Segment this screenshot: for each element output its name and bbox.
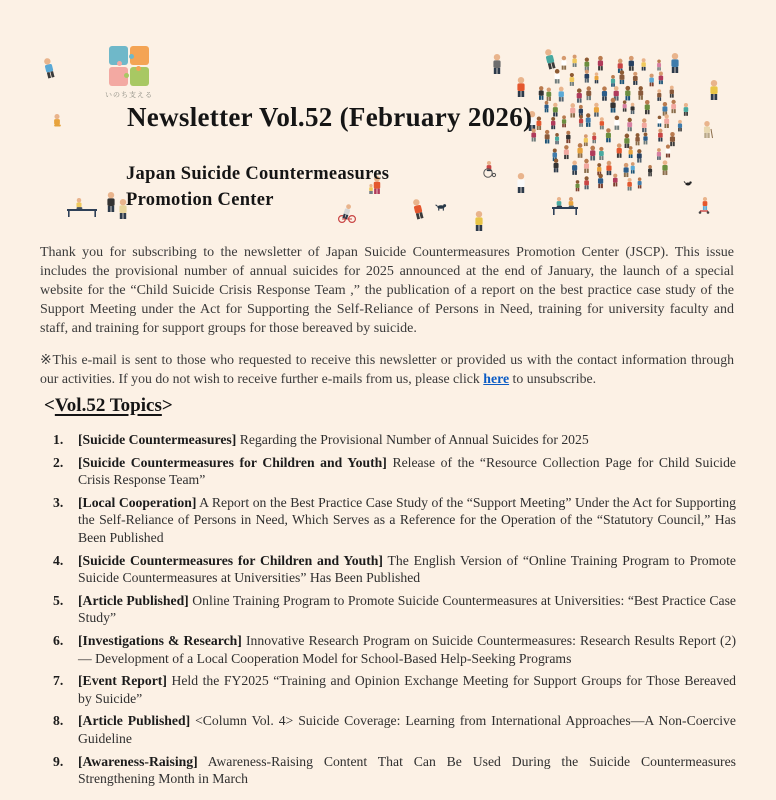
topics-heading-label: Vol.52 Topics — [54, 395, 162, 416]
topic-item — [44, 552, 736, 587]
unsubscribe-notice — [40, 350, 734, 388]
logo-puzzle-tab — [129, 54, 134, 59]
topic-category: [Suicide Countermeasures for Children and Youth] — [78, 454, 387, 470]
topic-text: A Report on the Best Practice Case Study of the “Support Meeting” Under the Act for Supporting the Self-Reliance of Persons in Need, Which Serves as a Reference for the Operation of the “Statutory Council,” Has Been Published — [78, 494, 736, 545]
topic-number: 8. — [53, 713, 64, 729]
topics-heading-bracket-open: < — [44, 395, 55, 416]
topic-category: [Event Report] — [78, 673, 167, 689]
topic-item — [44, 753, 736, 788]
logo-puzzle-tab — [136, 66, 141, 71]
topic-number: 4. — [53, 552, 64, 568]
topic-text: The English Version of “Online Training Program to Promote Suicide Countermeasures at Universities” Has Been Published — [78, 552, 736, 586]
topic-category: [Investigations & Research] — [78, 632, 242, 648]
topic-item — [44, 431, 736, 449]
topic-item — [44, 672, 736, 707]
logo-puzzle-tab — [117, 61, 122, 66]
topic-text: Regarding the Provisional Number of Annual Suicides for 2025 — [236, 432, 589, 447]
topic-text: <Column Vol. 4> Suicide Coverage: Learning from International Approaches—A Non-Coercive Guideline — [78, 713, 736, 746]
topic-text: Held the FY2025 “Training and Opinion Exchange Meeting for Support Groups for Those Bereaved by Suicide” — [78, 673, 736, 706]
unsubscribe-link[interactable]: here — [483, 371, 510, 386]
topic-number: 5. — [53, 592, 64, 608]
topic-text: Online Training Program to Promote Suicide Countermeasures at Universities: “Best Practice Case Study” — [78, 592, 736, 626]
topic-category: [Local Cooperation] — [78, 494, 197, 510]
notice-text-after-link: to unsubscribe. — [509, 371, 597, 386]
topic-number: 3. — [53, 494, 64, 510]
topic-number: 6. — [53, 632, 64, 648]
logo-puzzle-icon — [109, 46, 149, 86]
newsletter-title: Newsletter Vol.52 (February 2026) — [127, 102, 533, 132]
org-name — [126, 161, 389, 213]
topic-category: [Suicide Countermeasures for Children and Youth] — [78, 552, 383, 568]
logo-puzzle-tab — [124, 73, 129, 78]
topic-category: [Awareness-Raising] — [78, 753, 198, 769]
topic-number: 2. — [53, 454, 64, 470]
topic-item — [44, 712, 736, 747]
org-name-line1: Japan Suicide Countermeasures — [126, 164, 390, 184]
topics-list — [44, 431, 736, 793]
topic-number: 1. — [53, 432, 64, 447]
topic-category: [Suicide Countermeasures] — [78, 432, 237, 447]
notice-text-before-link: ※This e-mail is sent to those who requested to receive this newsletter or provided us with the contact information through our activities. If you do not wish to receive further e-mails from us, please click — [40, 352, 734, 386]
topic-number: 9. — [53, 753, 64, 769]
topic-number: 7. — [53, 673, 64, 689]
topic-category: [Article Published] — [78, 713, 191, 729]
topics-heading — [44, 395, 173, 417]
topic-item — [44, 592, 736, 627]
topic-text: Release of the “Resource Collection Page for Child Suicide Crisis Response Team” — [78, 454, 736, 488]
topic-text: Awareness-Raising Content That Can Be Used During the Suicide Countermeasures Strengthening Month in March — [78, 753, 736, 787]
topic-item — [44, 632, 736, 667]
jscp-logo — [103, 46, 155, 100]
topic-text: Innovative Research Program on Suicide Countermeasures: Research Results Report (2) — Development of a Local Cooperation Model for School-Based Help-Seeking Programs — [78, 632, 737, 666]
topic-item — [44, 494, 736, 547]
topic-item — [44, 454, 736, 489]
org-name-line2: Promotion Center — [126, 190, 274, 210]
intro-paragraph: Thank you for subscribing to the newsletter of Japan Suicide Countermeasures Promotion Center (JSCP). This issue includes the provisional number of annual suicides for 2025 announced at the end of January, the launch of a special website for the “Child Suicide Crisis Response Team ,” the publication of a report on the best practice case study of the Support Meeting under the Act for Supporting the Self-Reliance of Persons in Need, training for university faculty and staff, and training for support groups for those bereaved by suicide. — [40, 245, 734, 336]
logo-caption: いのち支える — [105, 91, 153, 99]
topic-category: [Article Published] — [78, 592, 189, 608]
topics-heading-bracket-close: > — [161, 395, 173, 416]
